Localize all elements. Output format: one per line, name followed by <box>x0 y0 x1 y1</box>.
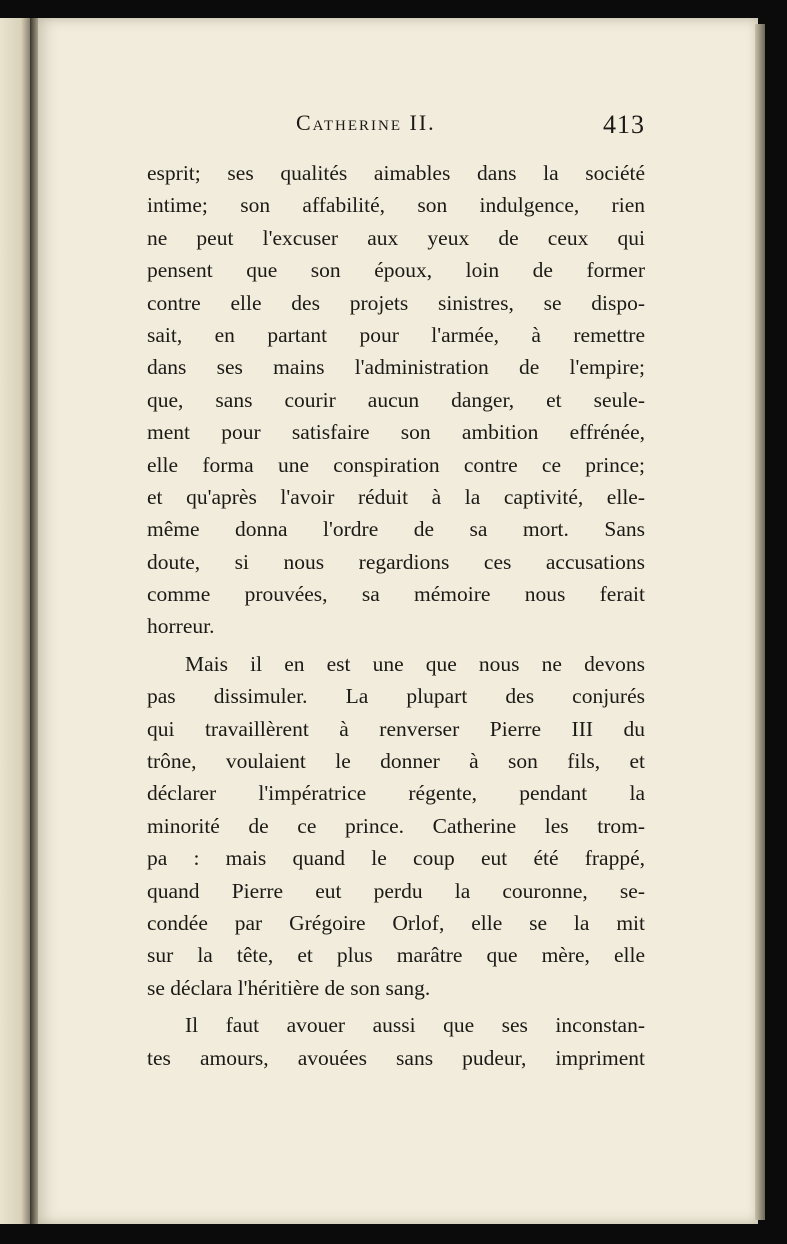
text-line: trône, voulaient le donner à son fils, et <box>147 749 645 774</box>
text-line: quand Pierre eut perdu la couronne, se- <box>147 878 645 903</box>
text-line: contre elle des projets sinistres, se dispo- <box>147 290 645 315</box>
text-line: Mais il en est une que nous ne devons <box>185 651 645 676</box>
page-fore-edge <box>755 24 765 1220</box>
text-line: comme prouvées, sa mémoire nous ferait <box>147 582 645 607</box>
text-line: et qu'après l'avoir réduit à la captivité, elle- <box>147 484 645 509</box>
text-line: intime; son affabilité, son indulgence, rien <box>147 193 645 218</box>
book-gutter <box>30 18 38 1224</box>
text-line: ne peut l'excuser aux yeux de ceux qui <box>147 225 645 250</box>
text-line: même donna l'ordre de sa mort. Sans <box>147 517 645 542</box>
text-line: doute, si nous regardions ces accusations <box>147 549 645 574</box>
text-line: que, sans courir aucun danger, et seule- <box>147 387 645 412</box>
text-line: condée par Grégoire Orlof, elle se la mit <box>147 910 645 935</box>
text-line: pas dissimuler. La plupart des conjurés <box>147 684 645 709</box>
page-number: 413 <box>603 110 645 139</box>
running-title: Catherine II. <box>296 110 436 135</box>
text-line: pa : mais quand le coup eut été frappé, <box>147 846 645 871</box>
body-text <box>147 157 645 1074</box>
text-line: tes amours, avouées sans pudeur, impriment <box>147 1045 645 1070</box>
text-line: se déclara l'héritière de son sang. <box>147 975 431 1000</box>
text-line: elle forma une conspiration contre ce prince; <box>147 452 645 477</box>
left-page-edge <box>0 18 30 1224</box>
text-line: déclarer l'impératrice régente, pendant la <box>147 781 645 806</box>
text-line: pensent que son époux, loin de former <box>147 258 645 283</box>
running-head <box>258 110 658 140</box>
text-line: dans ses mains l'administration de l'empire; <box>147 355 645 380</box>
text-line: horreur. <box>147 614 215 639</box>
text-line: esprit; ses qualités aimables dans la société <box>147 161 645 185</box>
text-line: sait, en partant pour l'armée, à remettre <box>147 322 645 347</box>
text-line: ment pour satisfaire son ambition effrénée, <box>147 420 645 445</box>
text-line: Il faut avouer aussi que ses inconstan- <box>185 1013 645 1038</box>
text-line: minorité de ce prince. Catherine les trom- <box>147 813 645 838</box>
text-line: sur la tête, et plus marâtre que mère, elle <box>147 943 645 968</box>
text-line: qui travaillèrent à renverser Pierre III du <box>147 716 645 741</box>
